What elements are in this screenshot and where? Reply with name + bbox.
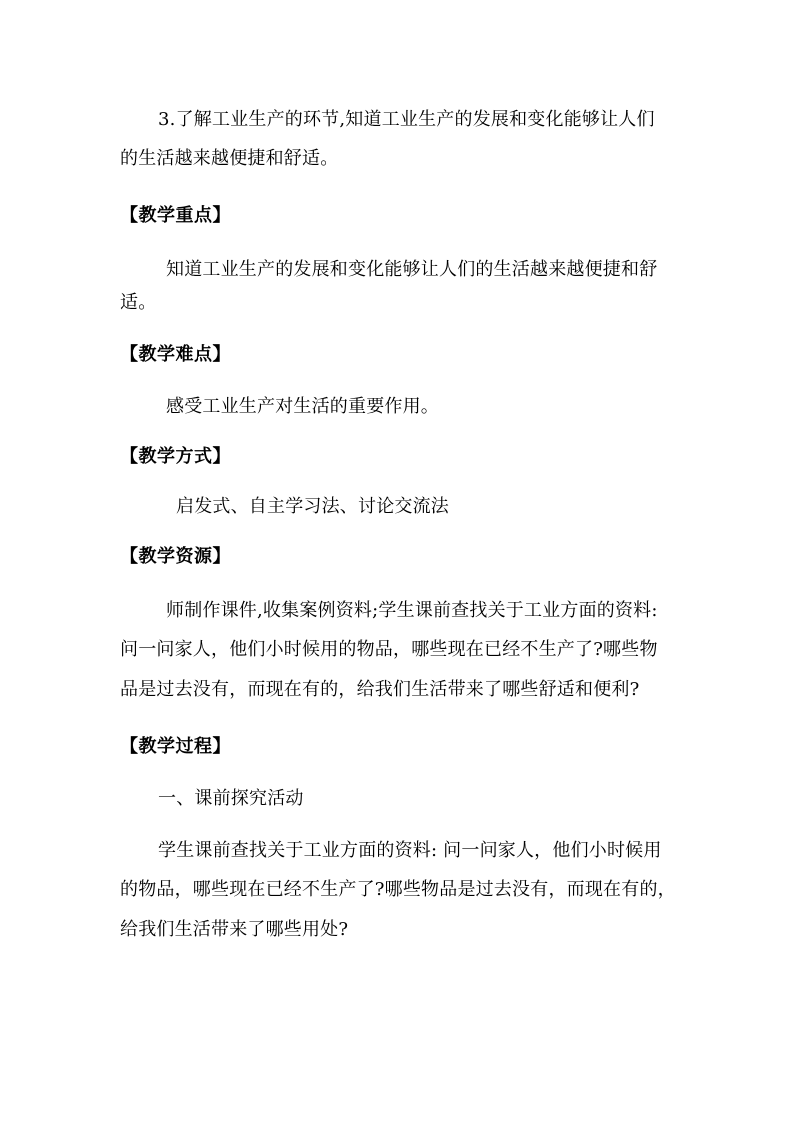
key-point-heading: 【教学重点】 [120,205,231,226]
process-line-3: 给我们生活带来了哪些用处? [120,919,349,940]
difficulty-line-1: 感受工业生产对生活的重要作用。 [166,396,439,417]
difficulty-heading: 【教学难点】 [120,344,231,365]
process-subheading: 一、课前探究活动 [158,788,304,809]
objective-3-line-1: 3.了解工业生产的环节,知道工业生产的发展和变化能够让人们 [158,109,655,130]
resources-line-1: 师制作课件,收集案例资料;学生课前查找关于工业方面的资料: [166,600,658,621]
key-point-line-2: 适。 [120,292,157,313]
resources-line-3: 品是过去没有，而现在有的，给我们生活带来了哪些舒适和便利? [120,679,640,700]
process-line-2: 的物品，哪些现在已经不生产了?哪些物品是过去没有，而现在有的， [120,879,676,900]
process-heading: 【教学过程】 [120,736,231,757]
objective-3-line-2: 的生活越来越便捷和舒适。 [120,148,339,169]
method-heading: 【教学方式】 [120,446,231,467]
method-line-1: 启发式、自主学习法、讨论交流法 [176,496,449,517]
resources-heading: 【教学资源】 [120,546,231,567]
resources-line-2: 问一问家人，他们小时候用的物品，哪些现在已经不生产了?哪些物 [120,639,658,660]
process-line-1: 学生课前查找关于工业方面的资料: 问一问家人，他们小时候用 [158,840,662,861]
key-point-line-1: 知道工业生产的发展和变化能够让人们的生活越来越便捷和舒 [166,259,658,280]
